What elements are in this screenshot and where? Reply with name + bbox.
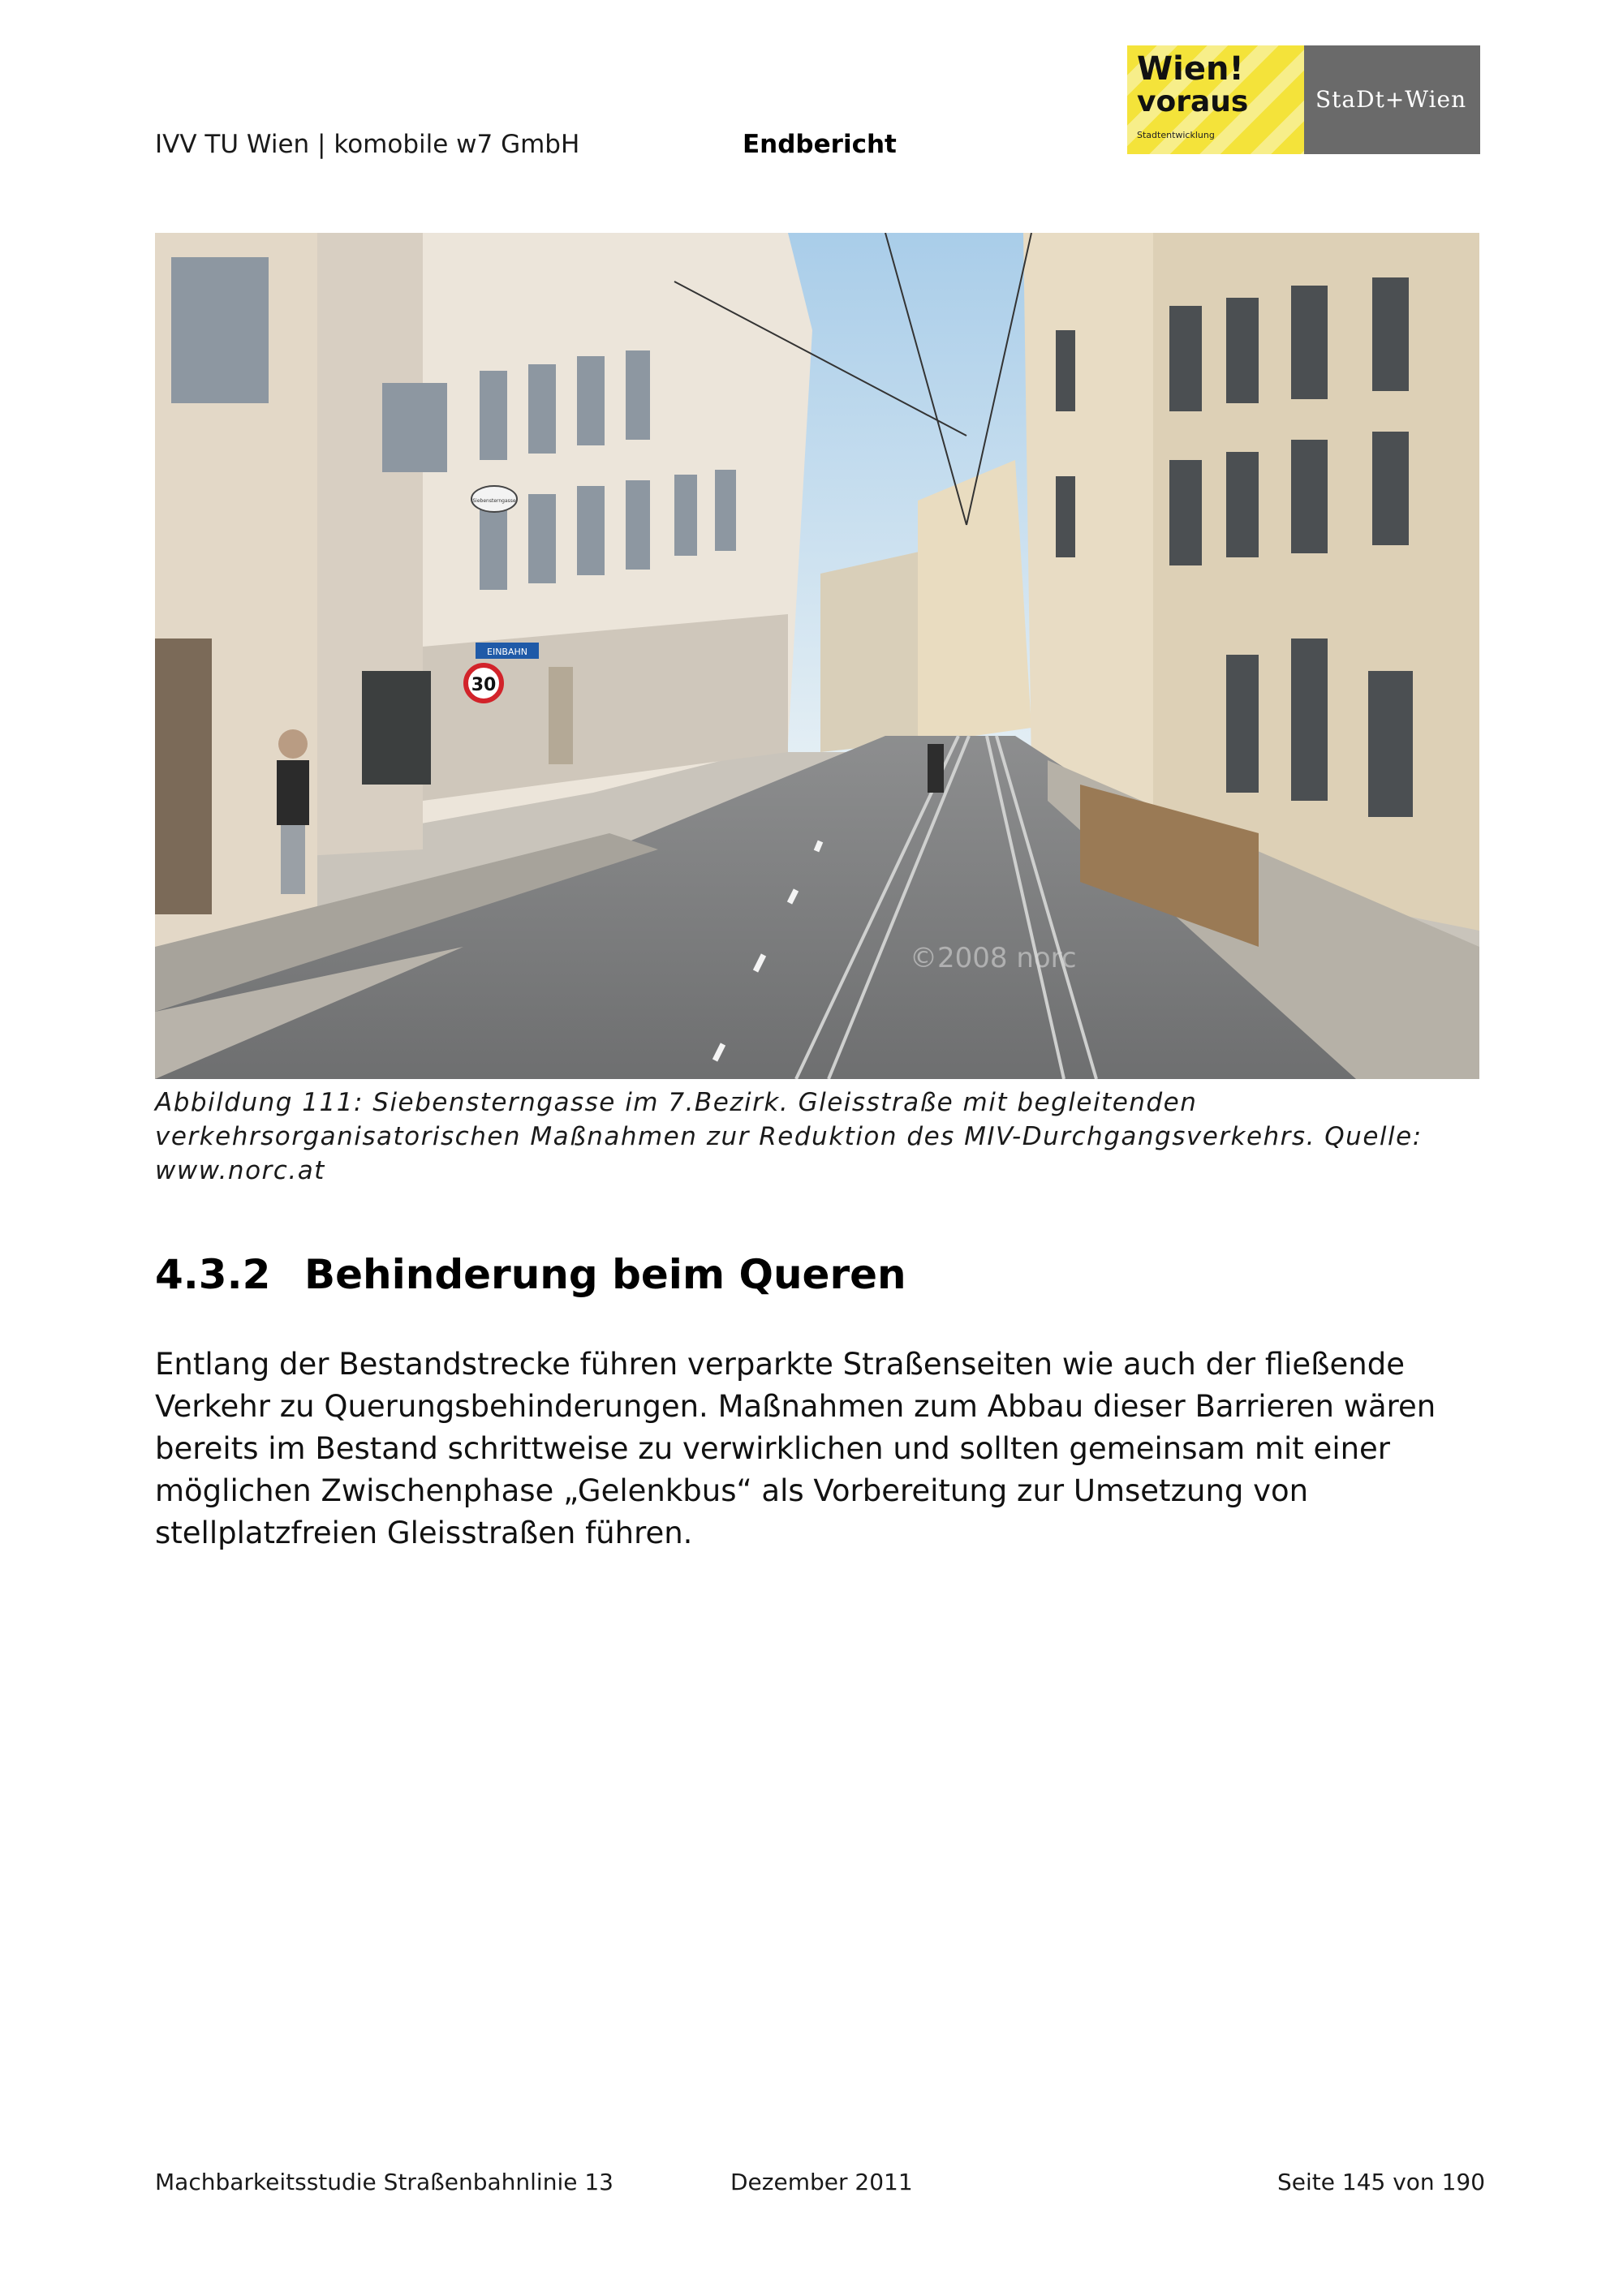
caption-line: Abbildung 111: Siebensterngasse im 7.Bezirk. Gleisstraße mit begleitenden (155, 1088, 1198, 1117)
paragraph-line: bereits im Bestand schrittweise zu verwirklichen und sollten gemeinsam mit einer (155, 1431, 1391, 1466)
footer-date: Dezember 2011 (730, 2169, 913, 2195)
logo-line-2: voraus (1137, 85, 1249, 118)
figure-caption (155, 1086, 1486, 1188)
street-name-sign-text: Siebensterngasse (472, 498, 516, 504)
footer-page-number: Seite 145 von 190 (1277, 2169, 1486, 2195)
paragraph-line: Verkehr zu Querungsbehinderungen. Maßnahmen zum Abbau dieser Barrieren wären (155, 1389, 1436, 1424)
speed-limit-text: 30 (471, 675, 497, 695)
section-paragraph (155, 1344, 1502, 1554)
stadt-wien-logo (1304, 45, 1480, 154)
one-way-sign-text: EINBAHN (487, 647, 527, 657)
stadt-wien-logo-text: StaDt+Wien (1315, 86, 1467, 113)
section-number: 4.3.2 (155, 1251, 271, 1298)
paragraph-line: möglichen Zwischenphase „Gelenkbus“ als Vorbereitung zur Umsetzung von (155, 1473, 1309, 1508)
street-photo-illustration (155, 233, 1479, 1079)
section-title: Behinderung beim Queren (304, 1251, 906, 1298)
street-photo (155, 233, 1479, 1079)
paragraph-line: Entlang der Bestandstrecke führen verparkte Straßenseiten wie auch der fließende (155, 1347, 1405, 1382)
caption-line: verkehrsorganisatorischen Maßnahmen zur Reduktion des MIV-Durchgangsverkehrs. Quelle: (155, 1122, 1423, 1151)
photo-watermark: ©2008 norc (910, 942, 1077, 974)
paragraph-line: stellplatzfreien Gleisstraßen führen. (155, 1516, 693, 1550)
footer-title: Machbarkeitsstudie Straßenbahnlinie 13 (155, 2169, 613, 2195)
logo-line-1: Wien! (1137, 50, 1244, 88)
wien-voraus-logo (1127, 45, 1304, 154)
header-organization: IVV TU Wien | komobile w7 GmbH (155, 130, 580, 159)
caption-line: www.norc.at (155, 1156, 325, 1185)
header-document-type: Endbericht (743, 130, 897, 159)
logo-line-3: Stadtentwicklung (1137, 130, 1215, 140)
